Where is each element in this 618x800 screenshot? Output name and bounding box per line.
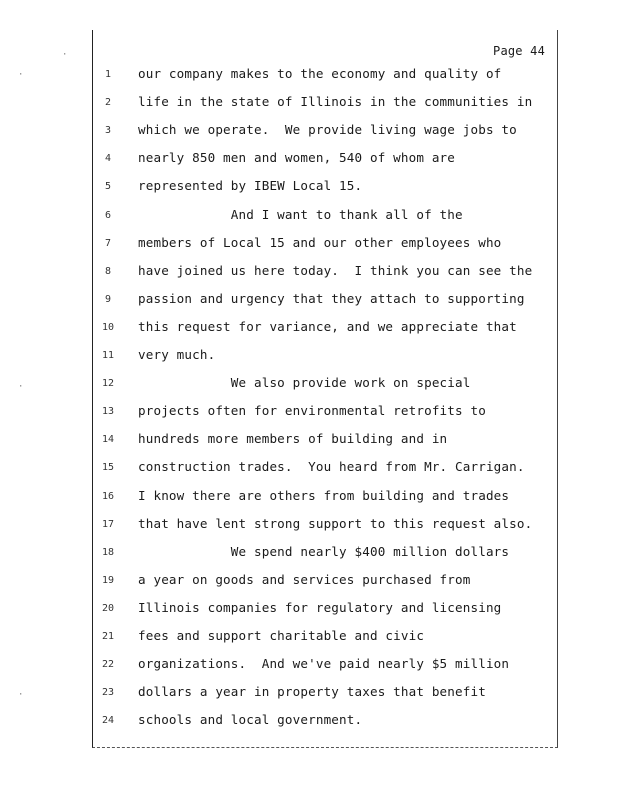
line-text: hundreds more members of building and in [138,431,448,447]
line-number: 6 [104,209,112,221]
transcript-line [93,403,559,423]
transcript-line [93,207,559,227]
transcript-line [93,628,559,648]
line-number: 7 [104,237,112,249]
line-number: 11 [101,350,115,361]
transcript-line [93,94,559,114]
transcript-line [93,516,559,536]
transcript-line [93,712,559,732]
line-text: schools and local government. [138,712,363,728]
line-text: life in the state of Illinois in the communities in [138,94,533,110]
line-number: 17 [101,518,115,530]
line-number: 21 [101,631,115,642]
transcript-line [93,66,559,86]
transcript-line [93,459,559,479]
line-text: And I want to thank all of the [138,206,463,222]
line-text: members of Local 15 and our other employees who [138,234,502,250]
line-number: 10 [101,321,115,333]
line-text: that have lent strong support to this request also. [138,515,533,531]
line-number: 12 [101,378,115,390]
line-text: Illinois companies for regulatory and licensing [138,599,502,615]
transcript-line [93,150,559,170]
line-text: projects often for environmental retrofits to [138,403,486,419]
line-number: 19 [101,574,115,586]
transcript-line [93,263,559,283]
transcript-line [93,122,559,142]
transcript-line [93,319,559,339]
line-text: which we operate. We provide living wage jobs to [138,122,517,138]
transcript-line [93,375,559,395]
line-number: 2 [104,97,112,109]
margin-mark: · [62,50,68,60]
transcript-line [93,347,559,367]
transcript-page [92,30,558,748]
line-text: nearly 850 men and women, 540 of whom are [138,150,456,166]
line-number: 8 [104,265,112,277]
margin-mark: · [18,690,24,700]
transcript-line [93,600,559,620]
line-text: fees and support charitable and civic [138,628,425,643]
transcript-line [93,656,559,676]
transcript-line [93,488,559,508]
line-text: dollars a year in property taxes that benefit [138,684,486,700]
margin-mark: · [18,70,24,80]
line-text: represented by IBEW Local 15. [138,178,363,194]
line-number: 1 [104,69,112,80]
line-number: 9 [104,293,112,305]
line-number: 14 [101,434,115,446]
line-number: 3 [104,125,112,137]
transcript-line [93,291,559,311]
transcript-line [93,235,559,255]
line-text: this request for variance, and we appreciate that [138,318,517,334]
line-number: 18 [101,546,115,558]
transcript-line [93,178,559,198]
line-number: 15 [101,462,115,474]
line-number: 13 [101,406,115,418]
line-text: We also provide work on special [138,375,471,391]
transcript-line [93,431,559,451]
line-text: I know there are others from building and trades [138,487,510,503]
line-text: a year on goods and services purchased from [138,571,471,587]
line-text: our company makes to the economy and quality of [138,66,502,81]
line-text: construction trades. You heard from Mr. Carrigan. [138,459,525,475]
line-number: 4 [104,153,112,165]
line-number: 23 [101,687,115,699]
line-number: 24 [101,715,115,727]
line-text: We spend nearly $400 million dollars [138,543,510,559]
page-number: Page 44 [493,44,545,58]
line-number: 5 [104,181,112,193]
transcript-line [93,544,559,564]
line-text: very much. [138,347,216,362]
line-text: passion and urgency that they attach to supporting [138,290,525,306]
line-number: 22 [101,659,115,671]
line-text: have joined us here today. I think you can see the [138,262,533,278]
transcript-line [93,684,559,704]
line-text: organizations. And we've paid nearly $5 million [138,656,510,672]
transcript-line [93,572,559,592]
line-number: 16 [101,490,115,502]
line-number: 20 [101,602,115,614]
margin-mark: · [18,382,24,392]
